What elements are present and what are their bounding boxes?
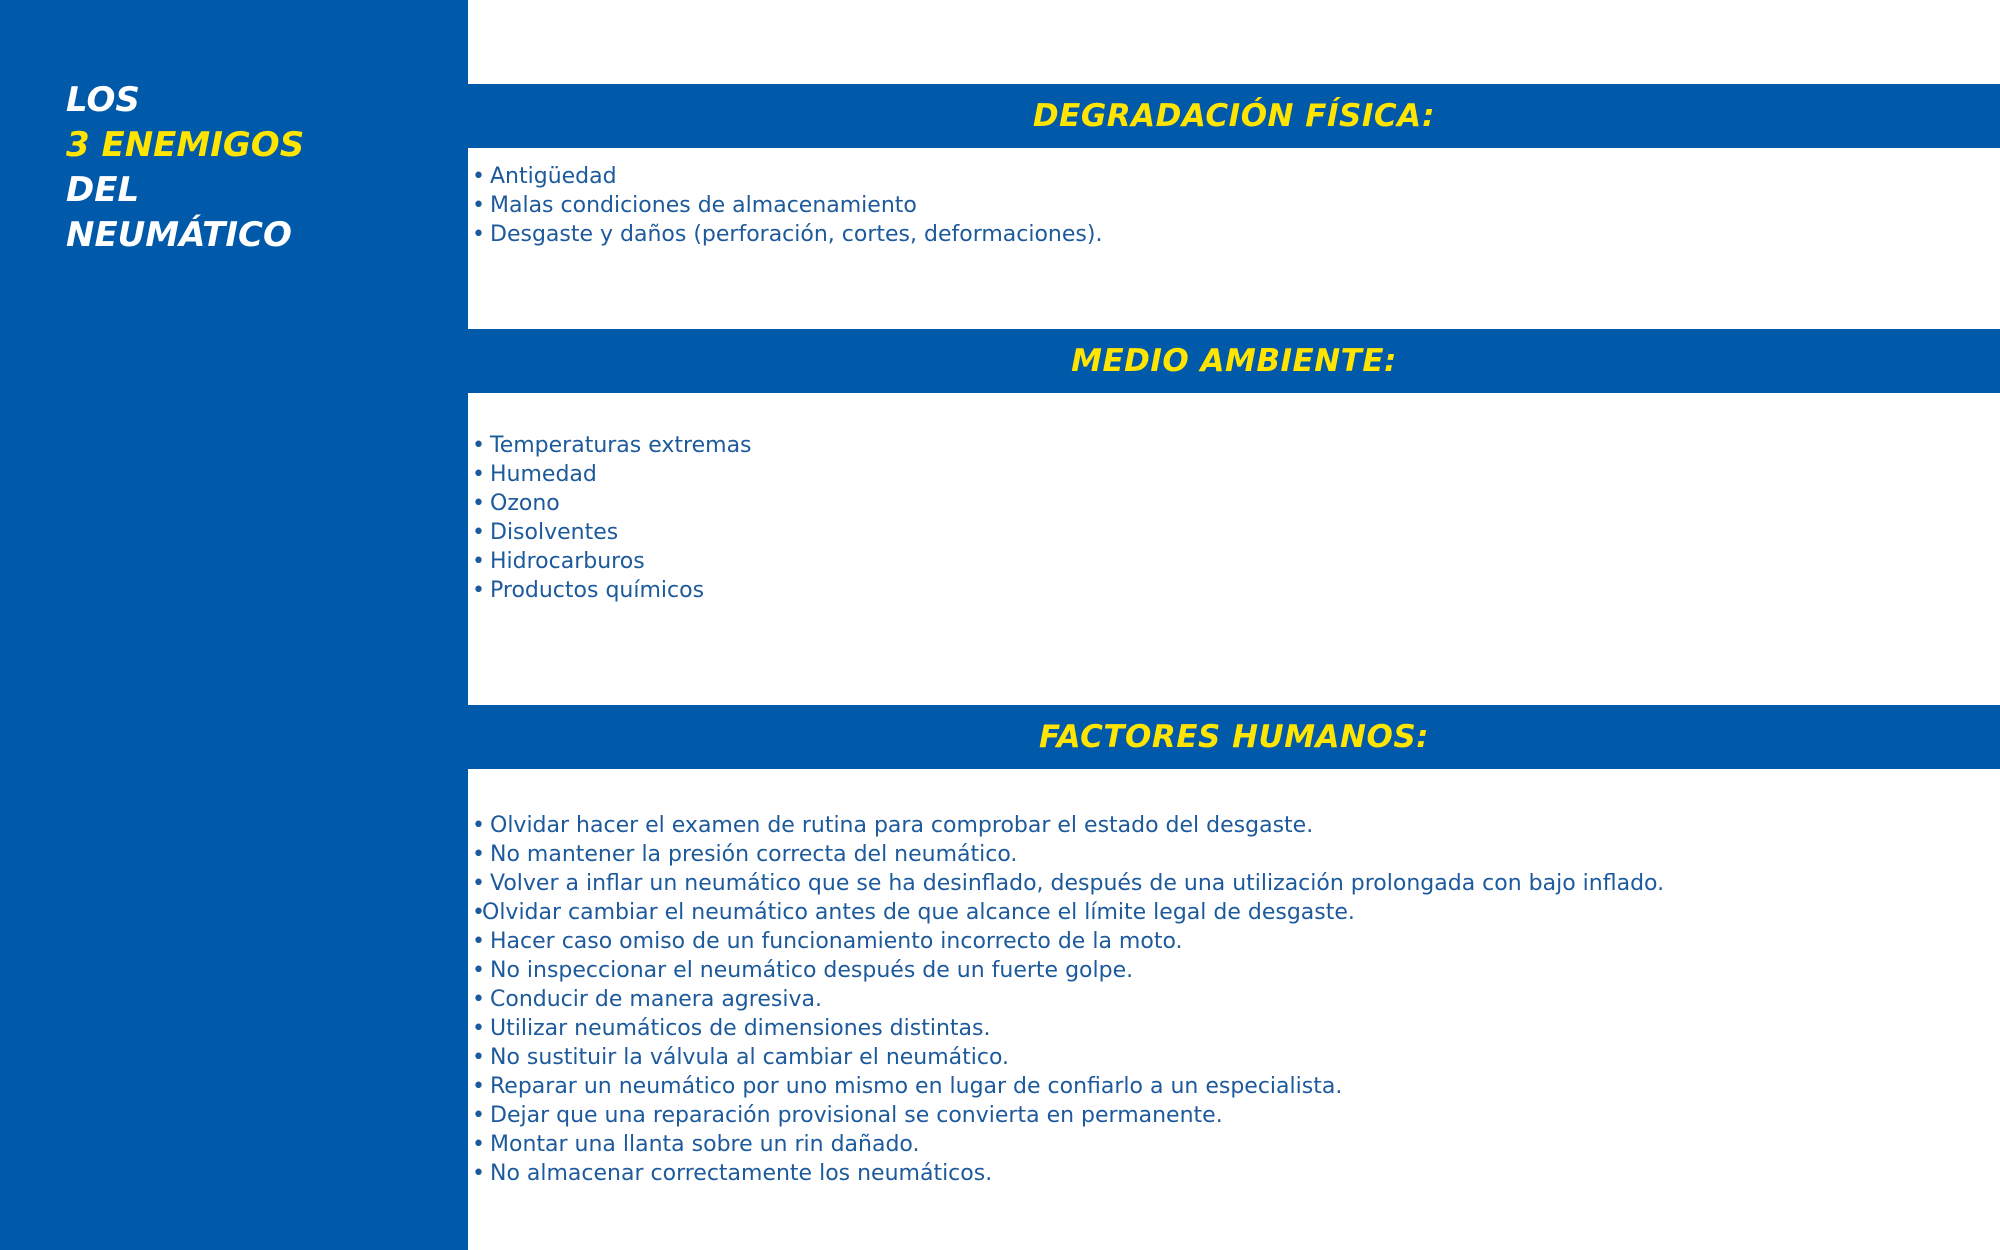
list-item: • No mantener la presión correcta del neumático.	[472, 842, 1018, 867]
section-header-medio-ambiente	[468, 329, 2000, 393]
list-item: • Volver a inflar un neumático que se ha desinflado, después de una utilización prolongada con bajo inflado.	[472, 871, 1665, 896]
list-item: • Dejar que una reparación provisional se convierta en permanente.	[472, 1103, 1223, 1128]
page-title	[66, 78, 304, 258]
list-item: • Malas condiciones de almacenamiento	[472, 193, 917, 218]
list-item: • Ozono	[472, 491, 560, 516]
top-panel	[468, 0, 2000, 84]
bullet-icon: •	[472, 491, 485, 516]
list-item: • Antigüedad	[472, 164, 617, 189]
factores-humanos-list	[472, 811, 1664, 1188]
section-header-degradacion	[468, 84, 2000, 148]
list-item: • No inspeccionar el neumático después de un fuerte golpe.	[472, 958, 1134, 983]
list-item: • Desgaste y daños (perforación, cortes, deformaciones).	[472, 222, 1103, 247]
bullet-icon: •	[472, 549, 485, 574]
list-item: • Humedad	[472, 462, 597, 487]
list-item: • Utilizar neumáticos de dimensiones distintas.	[472, 1016, 991, 1041]
bullet-icon: •	[472, 1161, 485, 1186]
list-item: •Olvidar cambiar el neumático antes de que alcance el límite legal de desgaste.	[472, 900, 1355, 925]
bullet-icon: •	[472, 164, 485, 189]
bullet-icon: •	[472, 462, 485, 487]
title-line-los: LOS	[66, 80, 140, 120]
list-item: • Reparar un neumático por uno mismo en lugar de confiarlo a un especialista.	[472, 1074, 1343, 1099]
bullet-icon: •	[472, 958, 485, 983]
bullet-icon: •	[472, 1132, 485, 1157]
bullet-icon: •	[472, 520, 485, 545]
list-item: • Conducir de manera agresiva.	[472, 987, 822, 1012]
sidebar	[0, 0, 468, 1250]
bullet-icon: •	[472, 1045, 485, 1070]
bullet-icon: •	[472, 222, 485, 247]
list-item: • Hidrocarburos	[472, 549, 645, 574]
title-line-del: DEL	[66, 170, 140, 210]
section-header-factores-humanos	[468, 705, 2000, 769]
list-item: • Hacer caso omiso de un funcionamiento incorrecto de la moto.	[472, 929, 1183, 954]
bullet-icon: •	[472, 842, 485, 867]
section-heading: FACTORES HUMANOS:	[1038, 719, 1430, 755]
medio-ambiente-list	[472, 431, 752, 605]
section-heading: DEGRADACIÓN FÍSICA:	[1032, 98, 1436, 134]
degradacion-list	[472, 162, 1102, 249]
bullet-icon: •	[472, 871, 485, 896]
bullet-icon: •	[472, 929, 485, 954]
bullet-icon: •	[472, 813, 485, 838]
list-item: • Disolventes	[472, 520, 619, 545]
bullet-icon: •	[472, 1074, 485, 1099]
bullet-icon: •	[472, 1016, 485, 1041]
list-item: • No sustituir la válvula al cambiar el neumático.	[472, 1045, 1010, 1070]
bullet-icon: •	[472, 578, 485, 603]
title-line-enemigos: 3 ENEMIGOS	[66, 125, 305, 165]
list-item: • Olvidar hacer el examen de rutina para comprobar el estado del desgaste.	[472, 813, 1314, 838]
list-item: • Productos químicos	[472, 578, 705, 603]
bullet-icon: •	[472, 1103, 485, 1128]
bullet-icon: •	[472, 433, 485, 458]
list-item: • No almacenar correctamente los neumáticos.	[472, 1161, 993, 1186]
section-heading: MEDIO AMBIENTE:	[1071, 343, 1397, 379]
bullet-icon: •	[472, 987, 485, 1012]
bullet-icon: •	[472, 193, 485, 218]
title-line-neumatico: NEUMÁTICO	[66, 215, 292, 255]
list-item: • Montar una llanta sobre un rin dañado.	[472, 1132, 920, 1157]
list-item: • Temperaturas extremas	[472, 433, 752, 458]
bullet-icon: •	[472, 900, 485, 925]
